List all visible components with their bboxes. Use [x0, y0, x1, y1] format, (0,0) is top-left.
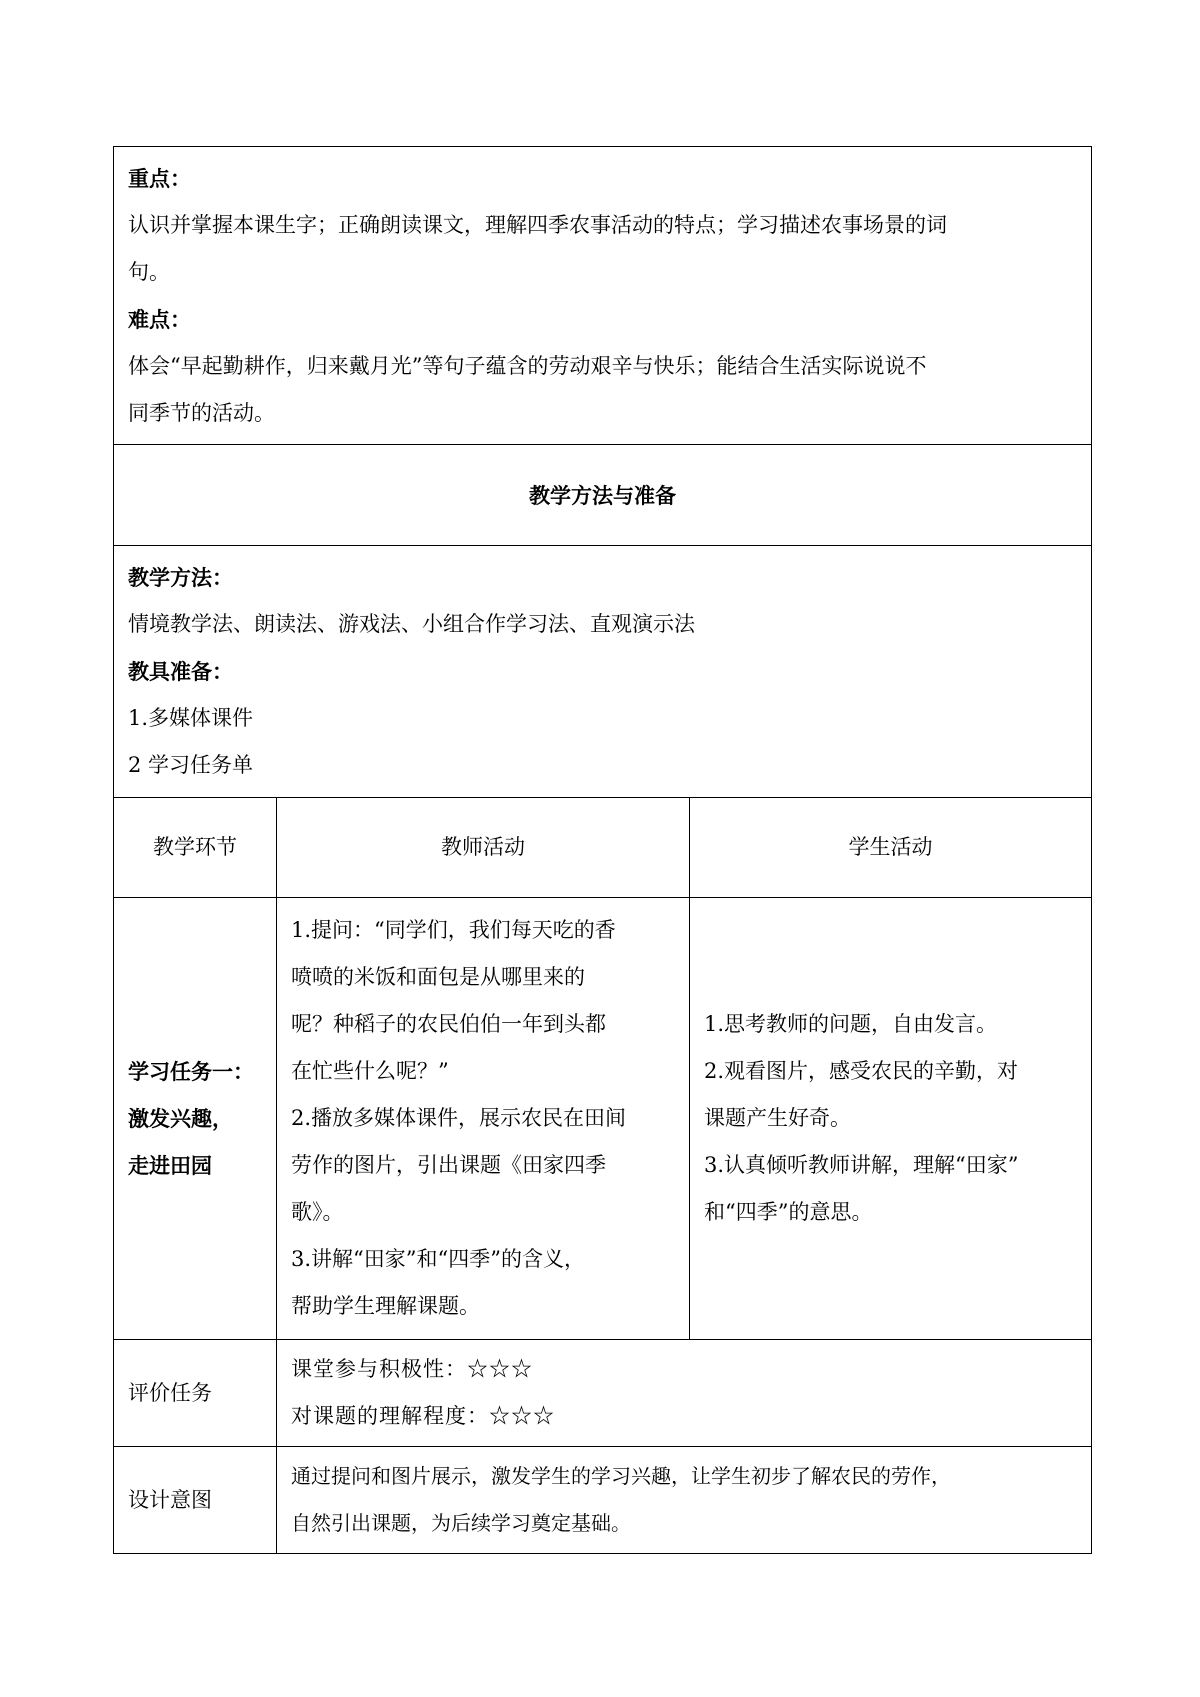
design-intent-line: 自然引出课题，为后续学习奠定基础。 [291, 1511, 631, 1535]
task1-row [114, 898, 1092, 1340]
methods-section-title: 教学方法与准备 [114, 445, 1092, 546]
methods-row [114, 546, 1092, 798]
tools-label: 教具准备： [128, 659, 233, 684]
evaluation-row [114, 1340, 1092, 1447]
task1-stage-line: 激发兴趣， [128, 1106, 233, 1131]
teacher-activity-line: 歌》。 [291, 1200, 344, 1224]
activity-header-row [114, 798, 1092, 898]
task1-student-cell [690, 898, 1092, 1340]
student-activity-line: 2.观看图片，感受农民的辛勤，对 [704, 1059, 1019, 1083]
task1-stage-cell [114, 898, 277, 1340]
header-teacher-activity: 教师活动 [277, 798, 690, 898]
methods-label: 教学方法： [128, 565, 233, 590]
methods-text: 情境教学法、朗读法、游戏法、小组合作学习法、直观演示法 [128, 612, 695, 636]
teacher-activity-line: 呢？种稻子的农民伯伯一年到头都 [291, 1012, 606, 1036]
header-stage: 教学环节 [114, 798, 277, 898]
teacher-activity-line: 喷喷的米饭和面包是从哪里来的 [291, 965, 585, 989]
key-points-text-line2: 句。 [128, 259, 170, 284]
student-activity-line: 3.认真倾听教师讲解，理解“田家” [704, 1153, 1019, 1177]
teacher-activity-line: 3.讲解“田家”和“四季”的含义， [291, 1247, 585, 1271]
evaluation-line: 课堂参与积极性：☆☆☆ [291, 1357, 533, 1381]
teacher-activity-line: 在忙些什么呢？” [291, 1059, 449, 1083]
evaluation-cell [277, 1340, 1092, 1447]
task1-teacher-cell [277, 898, 690, 1340]
lesson-plan-table [113, 146, 1092, 1554]
design-intent-label: 设计意图 [114, 1447, 277, 1554]
student-activity-line: 和“四季”的意思。 [704, 1200, 873, 1224]
task1-stage-line: 走进田园 [128, 1153, 212, 1178]
methods-cell [114, 546, 1092, 798]
tool-item: 1.多媒体课件 [128, 706, 254, 730]
task1-stage-line: 学习任务一： [128, 1059, 254, 1084]
tool-item: 2 学习任务单 [128, 753, 254, 777]
difficult-points-text-line2: 同季节的活动。 [128, 400, 275, 425]
evaluation-label: 评价任务 [114, 1340, 277, 1447]
header-student-activity: 学生活动 [690, 798, 1092, 898]
difficult-points-text-line1: 体会“早起勤耕作，归来戴月光”等句子蕴含的劳动艰辛与快乐；能结合生活实际说说不 [128, 353, 927, 378]
goals-cell [114, 147, 1092, 445]
difficult-points-label: 难点： [128, 306, 191, 332]
teacher-activity-line: 帮助学生理解课题。 [291, 1294, 480, 1318]
design-intent-row [114, 1447, 1092, 1554]
design-intent-line: 通过提问和图片展示，激发学生的学习兴趣，让学生初步了解农民的劳作， [291, 1464, 951, 1488]
evaluation-line: 对课题的理解程度：☆☆☆ [291, 1404, 555, 1428]
teacher-activity-line: 1.提问：“同学们，我们每天吃的香 [291, 918, 616, 942]
key-points-text-line1: 认识并掌握本课生字；正确朗读课文，理解四季农事活动的特点；学习描述农事场景的词 [128, 212, 947, 237]
methods-title-row [114, 445, 1092, 546]
student-activity-line: 1.思考教师的问题，自由发言。 [704, 1012, 998, 1036]
student-activity-line: 课题产生好奇。 [704, 1106, 851, 1130]
teacher-activity-line: 2.播放多媒体课件，展示农民在田间 [291, 1106, 627, 1130]
key-points-label: 重点： [128, 165, 191, 191]
teacher-activity-line: 劳作的图片，引出课题《田家四季 [291, 1153, 606, 1177]
design-intent-cell [277, 1447, 1092, 1554]
goals-row [114, 147, 1092, 445]
